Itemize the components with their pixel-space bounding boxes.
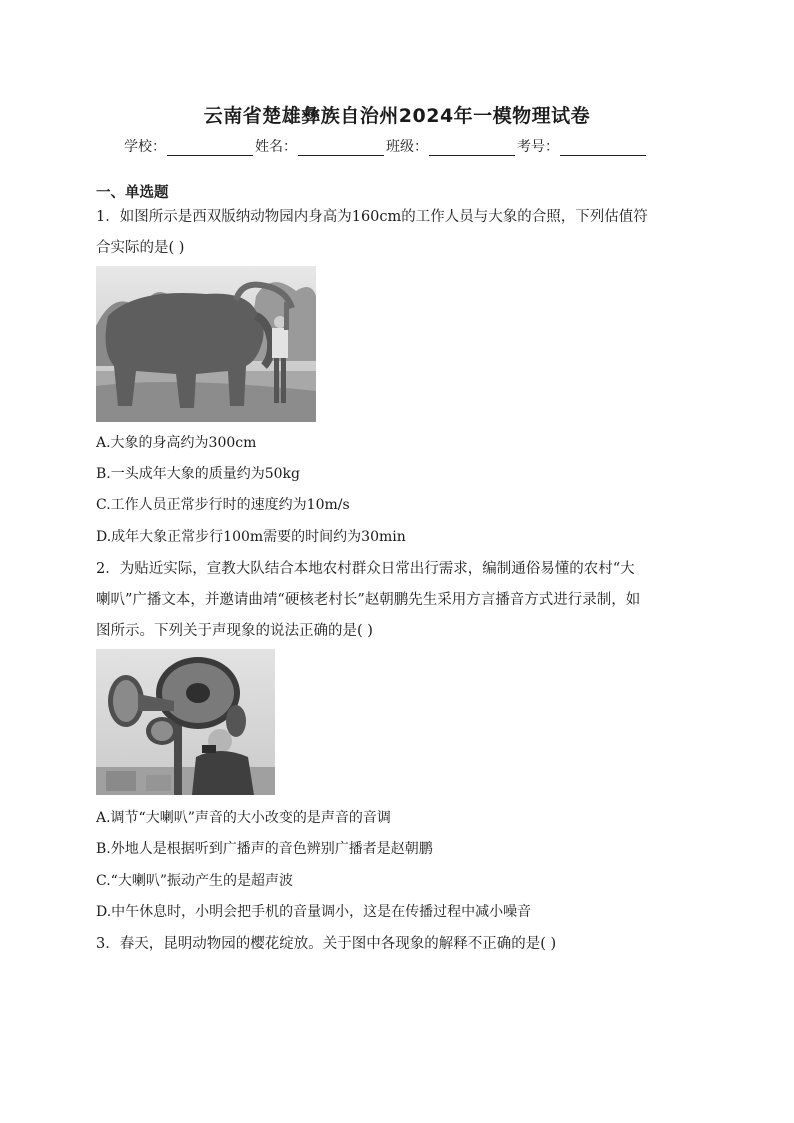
elephant-photo [96,266,316,422]
class-label: 班级： [386,139,428,155]
question-1-option-b: B.一头成年大象的质量约为50kg [96,466,300,482]
question-1-line-1: 1．如图所示是西双版纳动物园内身高为160cm的工作人员与大象的合照，下列估值符 [96,209,648,225]
number-blank [560,139,646,156]
exam-title: 云南省楚雄彝族自治州2024年一模物理试卷 [203,105,591,127]
question-2-option-c: C.“大喇叭”振动产生的是超声波 [96,873,293,889]
section-heading: 一、单选题 [96,185,169,201]
question-1-line-2: 合实际的是( ) [96,240,185,256]
question-2-option-b: B.外地人是根据听到广播声的音色辨别广播者是赵朝鹏 [96,841,433,857]
question-2-line-2: 喇叭”广播文本，并邀请曲靖“硬核老村长”赵朝鹏先生采用方言播音方式进行录制，如 [96,592,641,608]
question-2-line-1: 2．为贴近实际，宣教大队结合本地农村群众日常出行需求，编制通俗易懂的农村“大 [96,561,635,577]
number-field [517,136,646,156]
school-field [124,136,253,156]
question-2-line-3: 图所示。下列关于声现象的说法正确的是( ) [96,623,373,639]
loudspeaker-photo [96,649,275,795]
student-info-row [124,136,684,156]
question-1-option-d: D.成年大象正常步行100m需要的时间约为30min [96,529,406,545]
school-blank [167,139,253,156]
question-1-option-a: A.大象的身高约为300cm [96,435,257,451]
name-blank [298,139,384,156]
school-label: 学校： [124,139,166,155]
number-label: 考号： [517,139,559,155]
question-2-option-a: A.调节“大喇叭”声音的大小改变的是声音的音调 [96,810,391,826]
name-label: 姓名： [255,139,297,155]
name-field [255,136,384,156]
class-blank [429,139,515,156]
class-field [386,136,515,156]
question-2-option-d: D.中午休息时，小明会把手机的音量调小，这是在传播过程中减小噪音 [96,904,532,920]
question-1-option-c: C.工作人员正常步行时的速度约为10m/s [96,497,350,513]
question-3-line-1: 3．春天，昆明动物园的樱花绽放。关于图中各现象的解释不正确的是( ) [96,936,557,952]
